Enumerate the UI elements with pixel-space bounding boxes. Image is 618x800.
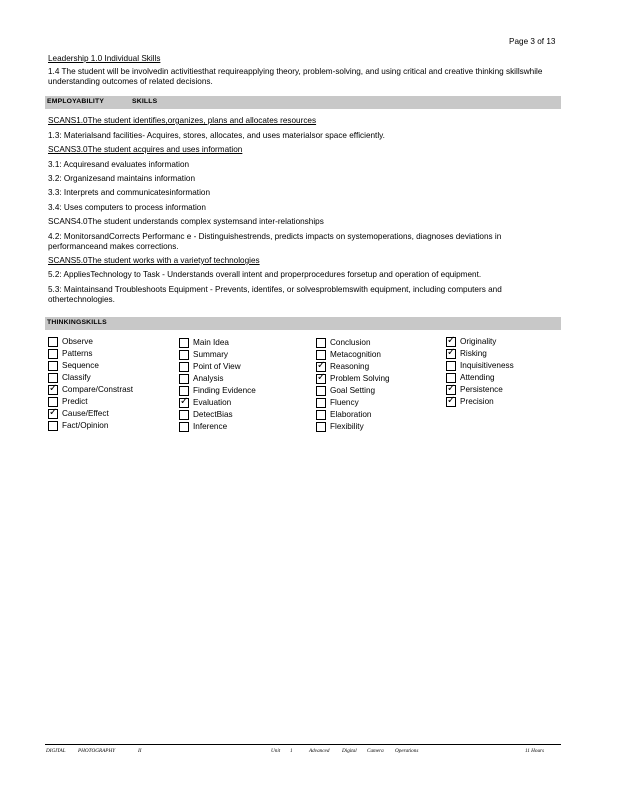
scans-1-heading: SCANS1.0The student identifies,organizes, plans and allocates resources [48,116,317,125]
checkmark-icon: ✓ [447,383,456,394]
thinking-skill-label: Attending [460,373,495,382]
thinking-skill-label: Problem Solving [330,374,390,383]
checkmark-icon: ✓ [447,395,456,406]
checked-checkbox[interactable] [446,385,456,395]
scans-5-3: 5.3: Maintainsand Troubleshoots Equipment - Prevents, identifes, or solvesproblemswith equipment, including computers and othertechnologies. [48,285,502,304]
leadership-text: 1.4 The student will be involvedin activitiesthat requireapplying theory, problem-solving, and using critical and creative thinking skillswhile understanding outcomes of related decisions. [48,67,543,86]
thinking-skill-label: Precision [460,397,494,406]
checkbox[interactable] [179,422,189,432]
thinking-skill-label: Main Idea [193,338,229,347]
thinking-skill-label: Flexibility [330,422,364,431]
thinking-skill-label: Inference [193,422,228,431]
scans-3-1: 3.1: Acquiresand evaluates information [48,160,190,169]
thinking-skill-label: Observe [62,337,93,346]
checkbox[interactable] [48,361,58,371]
checkmark-icon: ✓ [180,396,189,407]
scans-5-heading: SCANS5.0The student works with a varietyof technologies [48,256,260,265]
checkbox[interactable] [179,338,189,348]
thinking-skill-label: Compare/Constrast [62,385,133,394]
checkbox[interactable] [48,349,58,359]
thinking-skill-label: Reasoning [330,362,370,371]
thinking-skill-label: Metacognition [330,350,381,359]
checked-checkbox[interactable] [179,398,189,408]
footer-unit-5: Camera [367,748,384,754]
scans-3-3: 3.3: Interprets and communicatesinformation [48,188,211,197]
checked-checkbox[interactable] [446,337,456,347]
checkbox[interactable] [316,350,326,360]
checked-checkbox[interactable] [446,349,456,359]
thinking-skills-label: THINKINGSKILLS [47,319,107,326]
employability-label: EMPLOYABILITY [47,98,105,105]
scans-1-3: 1.3: Materialsand facilities- Acquires, stores, allocates, and uses materialsor space efficiently. [48,131,385,140]
checked-checkbox[interactable] [446,397,456,407]
checked-checkbox[interactable] [48,409,58,419]
thinking-skill-label: Goal Setting [330,386,376,395]
thinking-skill-label: Risking [460,349,487,358]
checked-checkbox[interactable] [48,385,58,395]
scans-4-heading: SCANS4.0The student understands complex systemsand inter-relationships [48,217,324,226]
footer-unit-3: Advanced [309,748,330,754]
thinking-skill-label: Predict [62,397,88,406]
checkbox[interactable] [48,397,58,407]
checkbox[interactable] [316,422,326,432]
footer-course-1: DIGITAL [46,748,66,754]
checkbox[interactable] [446,373,456,383]
checkbox[interactable] [179,386,189,396]
checkbox[interactable] [179,350,189,360]
footer-hours: 11 Hours [525,748,545,754]
thinking-skills-bar [45,317,561,330]
thinking-skill-label: Evaluation [193,398,232,407]
thinking-skill-label: Patterns [62,349,93,358]
checkbox[interactable] [316,338,326,348]
thinking-skill-label: Conclusion [330,338,371,347]
employability-skills-bar [45,96,561,109]
checkmark-icon: ✓ [49,383,58,394]
checked-checkbox[interactable] [316,374,326,384]
checkmark-icon: ✓ [447,347,456,358]
scans-3-4: 3.4: Uses computers to process information [48,203,206,212]
checked-checkbox[interactable] [316,362,326,372]
thinking-skill-label: Cause/Effect [62,409,109,418]
footer-course-2: PHOTOGRAPHY [78,748,116,754]
checkbox[interactable] [316,386,326,396]
checkbox[interactable] [48,421,58,431]
checkmark-icon: ✓ [447,335,456,346]
checkbox[interactable] [446,361,456,371]
scans-3-heading: SCANS3.0The student acquires and uses information [48,145,243,154]
leadership-heading: Leadership 1.0 Individual Skills [48,54,161,63]
thinking-skill-label: Analysis [193,374,224,383]
footer-unit-4: Digital [342,748,357,754]
footer-unit-1: Unit [271,748,281,754]
scans-4-2: 4.2: MonitorsandCorrects Performanc e - Distinguishestrends, predicts impacts on systemoperations, diagnoses deviations in performanceand makes corrections. [48,232,502,251]
skills-label: SKILLS [132,98,158,105]
thinking-skill-label: Finding Evidence [193,386,256,395]
footer-unit-6: Operations [395,748,419,754]
thinking-skill-label: Originality [460,337,497,346]
thinking-skill-label: Inquisitiveness [460,361,514,370]
checkbox[interactable] [179,410,189,420]
checkmark-icon: ✓ [317,360,326,371]
footer-course-3: II [138,748,142,754]
footer-unit-2: 1 [290,748,293,754]
thinking-skill-label: Sequence [62,361,99,370]
checkbox[interactable] [179,362,189,372]
thinking-skill-label: Fluency [330,398,359,407]
checkbox[interactable] [48,337,58,347]
checkmark-icon: ✓ [317,372,326,383]
scans-5-2: 5.2: AppliesTechnology to Task - Understands overall intent and properprocedures forsetup and operation of equipment. [48,270,482,279]
footer-rule [45,744,561,745]
scans-3-2: 3.2: Organizesand maintains information [48,174,195,183]
checkbox[interactable] [316,410,326,420]
checkbox[interactable] [316,398,326,408]
thinking-skill-label: Point of View [193,362,241,371]
checkmark-icon: ✓ [49,407,58,418]
thinking-skill-label: DetectBias [193,410,233,419]
checkbox[interactable] [179,374,189,384]
thinking-skill-label: Fact/Opinion [62,421,109,430]
page-number: Page 3 of 13 [509,37,556,46]
thinking-skill-label: Elaboration [330,410,372,419]
thinking-skill-label: Classify [62,373,91,382]
thinking-skill-label: Persistence [460,385,503,394]
thinking-skill-label: Summary [193,350,229,359]
checkbox[interactable] [48,373,58,383]
